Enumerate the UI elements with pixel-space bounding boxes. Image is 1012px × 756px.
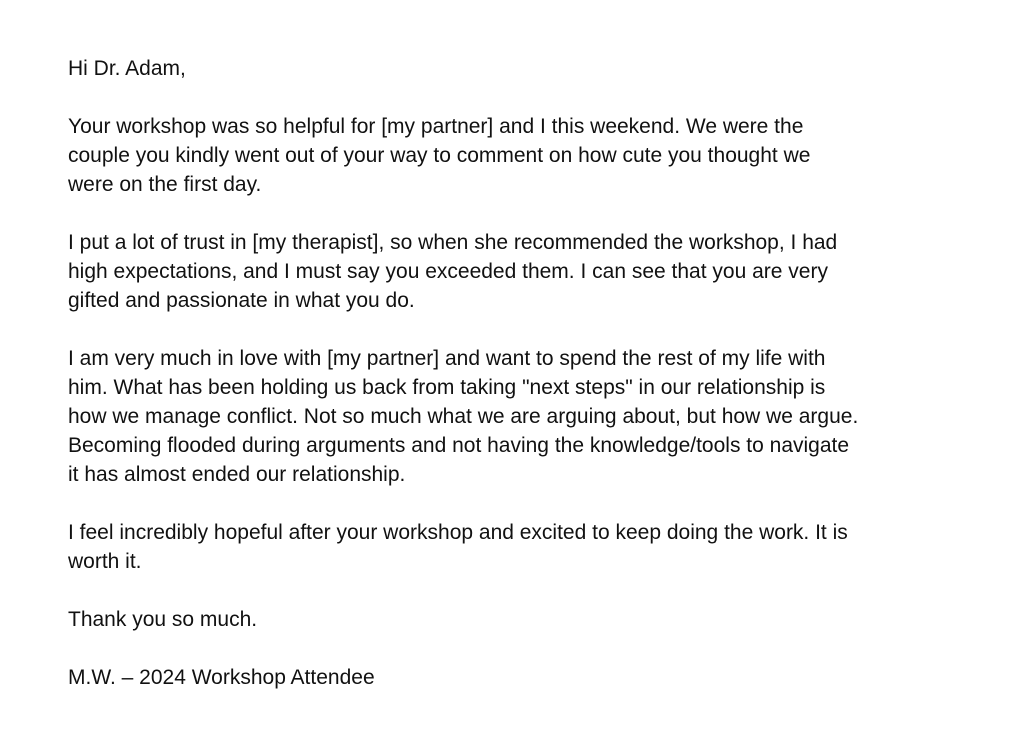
paragraph-line: gifted and passionate in what you do. <box>68 289 415 312</box>
paragraph-line: it has almost ended our relationship. <box>68 463 406 486</box>
paragraph-relationship-conflict <box>68 344 988 489</box>
signature-text: M.W. – 2024 Workshop Attendee <box>68 666 375 689</box>
paragraph-line: Your workshop was so helpful for [my partner] and I this weekend. We were the <box>68 115 804 138</box>
paragraph-line: I feel incredibly hopeful after your workshop and excited to keep doing the work. It is <box>68 521 848 544</box>
paragraph-hopeful <box>68 518 988 576</box>
testimonial-letter <box>68 54 988 692</box>
closing <box>68 605 988 634</box>
paragraph-line: him. What has been holding us back from taking "next steps" in our relationship is <box>68 376 826 399</box>
paragraph-line: worth it. <box>68 550 142 573</box>
signature <box>68 663 988 692</box>
paragraph-line: were on the first day. <box>68 173 262 196</box>
paragraph-line: I put a lot of trust in [my therapist], so when she recommended the workshop, I had <box>68 231 838 254</box>
paragraph-line: I am very much in love with [my partner] and want to spend the rest of my life with <box>68 347 826 370</box>
paragraph-line: high expectations, and I must say you exceeded them. I can see that you are very <box>68 260 828 283</box>
paragraph-line: how we manage conflict. Not so much what we are arguing about, but how we argue. <box>68 405 859 428</box>
paragraph-workshop-helpful <box>68 112 988 199</box>
greeting-text: Hi Dr. Adam, <box>68 57 186 80</box>
paragraph-line: Becoming flooded during arguments and not having the knowledge/tools to navigate <box>68 434 850 457</box>
paragraph-line: couple you kindly went out of your way to comment on how cute you thought we <box>68 144 811 167</box>
closing-text: Thank you so much. <box>68 608 258 631</box>
greeting <box>68 54 988 83</box>
paragraph-trust-therapist <box>68 228 988 315</box>
